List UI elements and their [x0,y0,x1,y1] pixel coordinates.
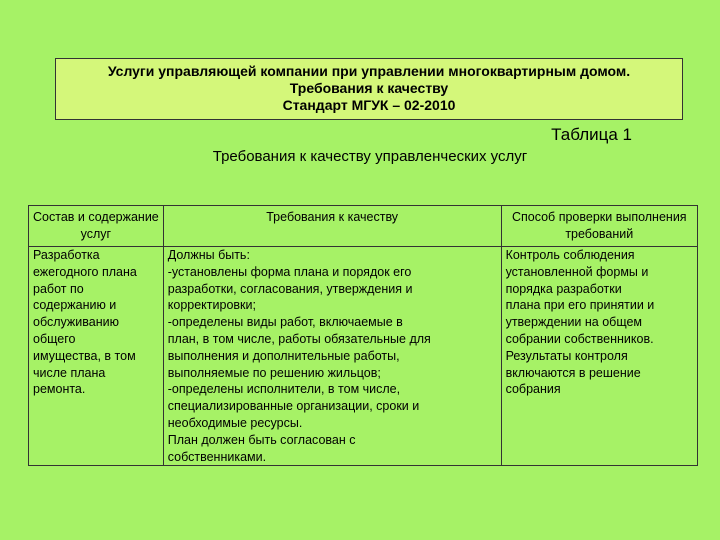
column-header-verification: Способ проверки выполнения требований [501,206,697,247]
column-header-requirements: Требования к качеству [163,206,501,247]
column-header-service: Состав и содержание услуг [29,206,164,247]
table-row [29,247,698,466]
table-header-row [29,206,698,247]
table-number-label: Таблица 1 [551,125,632,144]
document-header [55,58,683,120]
cell-service: Разработка ежегодного плана работ по содержанию и обслуживанию общего имущества, в том числе плана ремонта. [29,247,164,466]
table-caption: Требования к качеству управленческих услуг [212,148,528,165]
cell-requirements: Должны быть: -установлены форма плана и порядок его разработки, согласования, утверждения и корректировки; -определены виды работ, включаемые в план, в том числе, работы обязательные для выполнения и дополнительные работы, выполняемые по решению жильцов; -определены исполнители, в том числе, специализированные организации, сроки и необходимые ресурсы. План должен быть согласован с собственниками. [163,247,501,466]
header-title: Услуги управляющей компании при управлении многоквартирным домом. [107,63,631,79]
cell-verification: Контроль соблюдения установленной формы и порядка разработки плана при его принятии и утверждении на общем собрании собственников. Результаты контроля включаются в решение собрания [501,247,697,466]
header-standard: Стандарт МГУК – 02-2010 [282,97,456,113]
requirements-table [28,205,698,466]
header-subtitle: Требования к качеству [289,80,449,96]
